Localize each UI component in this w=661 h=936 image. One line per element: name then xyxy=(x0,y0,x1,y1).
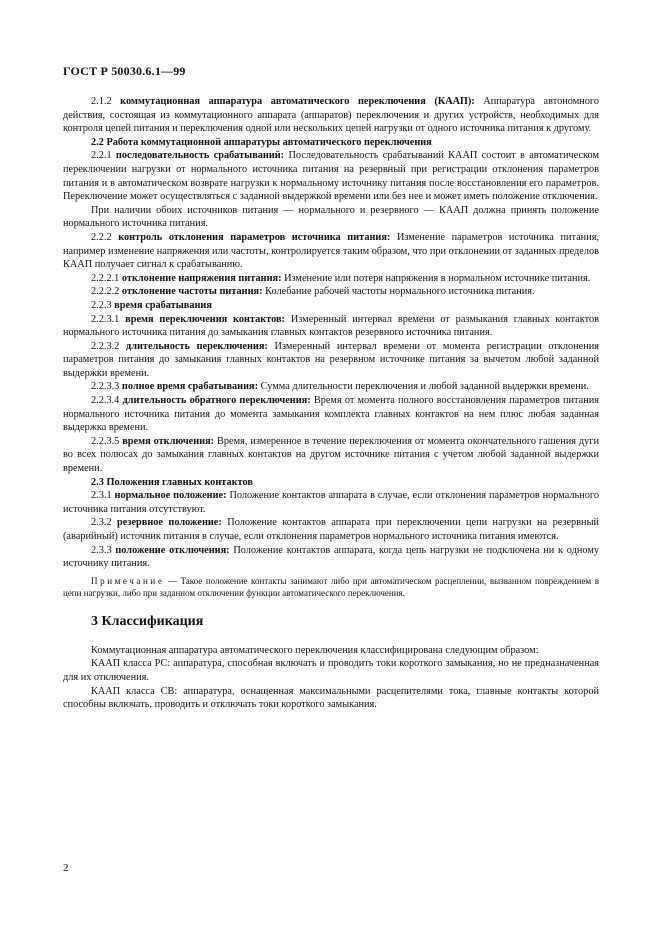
definition-text: Время, измеренное в течение переключения от момента окончательного гашения дуги во всех полюсах до замыкания главных контактов на другом источнике питания с учетом любой заданной выдержки времени. xyxy=(63,435,599,475)
term: длительность переключения: xyxy=(126,340,268,352)
definition-text: Сумма длительности переключения и любой заданной выдержки времени. xyxy=(258,381,589,393)
term: время отключения: xyxy=(122,435,215,447)
clause-number: 2.2.3.2 xyxy=(91,340,120,352)
term: отклонение напряжения питания: xyxy=(121,272,282,284)
term: нормальное положение: xyxy=(114,490,227,502)
subsection-heading-2-2: 2.2 Работа коммутационной аппаратуры автоматического переключения xyxy=(91,136,432,148)
definition-text: Положение контактов аппарата при переключении цепи нагрузки на резервный (аварийный) источник питания в случае, если отклонения параметров нормального источника питания имеются. xyxy=(63,517,599,542)
classification-class-pc: КААП класса РС: аппаратура, способная включать и проводить токи короткого замыкания, но не предназначенная для их отключения. xyxy=(63,658,599,683)
note xyxy=(63,575,599,599)
term: коммутационная аппаратура автоматического переключения (КААП): xyxy=(120,96,475,107)
clause-number: 2.2.2.1 xyxy=(91,272,120,284)
definition-text: Аппаратура автономного действия, состоящая из коммутационного аппарата (аппаратов) переключения и других устройств, необходимых для контроля цепей питания и переключения одной или нескольких цепей нагрузки от одного источника питания к другому. xyxy=(63,96,599,135)
section-title-classification: 3 Классификация xyxy=(91,613,204,629)
definition-text: Измеренный интервал времени от размыкания главных контактов нормального источника питания до замыкания главных контактов резервного источника питания. xyxy=(63,313,599,339)
clause-number: 2.2.1 xyxy=(91,150,112,162)
clause-number: 2.3.1 xyxy=(91,490,112,502)
paragraph-2-2-2-2 xyxy=(63,285,599,299)
paragraph-2-3-2 xyxy=(63,516,599,543)
classification-class-cb: КААП класса СВ: аппаратура, оснащенная максимальными расцепителями тока, главные контакты которой способны включать, проводить и отключать токи короткого замыкания. xyxy=(63,685,599,711)
clause-number: 2.3.3 xyxy=(91,544,112,556)
clause-number: 2.2.3 xyxy=(91,299,112,311)
subsection-heading-2-3: 2.3 Положения главных контактов xyxy=(91,476,253,488)
term: длительность обратного переключения: xyxy=(122,395,311,407)
term: последовательность срабатываний: xyxy=(115,150,285,162)
definition-text: Измеренный интервал времени от момента регистрации отклонения параметров питания до замыкания главных контактов на резервном источнике питания за вычетом любой заданной выдержки времени. xyxy=(63,340,599,379)
body-text: При наличии обоих источников питания — нормального и резервного — КААП должна принять положение нормального источника питания. xyxy=(63,204,599,230)
paragraph-2-2-3-2 xyxy=(63,340,599,381)
paragraph-2-2-1 xyxy=(63,149,599,203)
paragraph-2-2-3-3 xyxy=(63,380,599,394)
clause-number: 2.1.2 xyxy=(91,96,112,107)
note-text: — Такое положение контакты занимают либо при автоматическом расцеплении, вызванном повреждением в цепи нагрузки, либо при заданном отключении функции автоматического переключения. xyxy=(63,575,599,598)
note-label: Примечание xyxy=(91,575,165,586)
term: резервное положение: xyxy=(117,517,222,529)
definition-text: Время от момента полного восстановления параметров питания нормального источника питания до момента замыкания комплекта главных контактов на нем плюс любая заданная выдержка времени. xyxy=(63,395,599,434)
term: положение отключения: xyxy=(115,544,230,556)
paragraph-note-both-sources xyxy=(63,204,599,231)
paragraph-2-3-3 xyxy=(63,544,599,571)
term: контроль отклонения параметров источника питания: xyxy=(118,231,391,243)
clause-number: 2.2.3.5 xyxy=(91,435,120,447)
clause-number: 2.2.2.2 xyxy=(91,286,120,298)
term: полное время срабатывания: xyxy=(121,381,259,393)
definition-text: Изменение или потеря напряжения в нормальном источнике питания. xyxy=(281,272,591,284)
clause-number: 2.2.3.4 xyxy=(91,395,120,407)
clause-number: 2.3.2 xyxy=(91,517,112,529)
definition-text: Положение контактов аппарата в случае, если отклонения параметров нормального источника питания отсутствуют. xyxy=(63,490,599,515)
paragraph-2-1-2 xyxy=(63,95,599,136)
classification-intro: Коммутационная аппаратура автоматического переключения классифицирована следующим образом: xyxy=(91,644,539,656)
paragraph-2-2-2 xyxy=(63,231,599,272)
definition-text: Изменение параметров источника питания, например изменение напряжения или частоты, контролируется таким образом, что при отклонении от заданных пределов КААП получает сигнал к срабатыванию. xyxy=(63,231,600,271)
definition-text: Колебание рабочей частоты нормального источника питания. xyxy=(262,286,535,298)
term: время переключения контактов: xyxy=(125,313,285,325)
paragraph-2-2-2-1 xyxy=(63,272,599,286)
clause-number: 2.2.3.3 xyxy=(91,381,120,393)
clause-number: 2.2.3.1 xyxy=(91,313,120,325)
definition-text: Положение контактов аппарата, когда цепь нагрузки не подключена ни к одному источнику питания. xyxy=(63,544,600,570)
term: отклонение частоты питания: xyxy=(121,286,263,298)
definition-text: Последовательность срабатываний КААП состоит в автоматическом переключении нагрузки от нормального источника питания на резервный при регистрации отклонения параметров питания и в автоматическом возврате нагрузки к нормальному источнику питания после восстановления его параметров. Переключение может осуществляться с заданной выдержкой времени или без нее и может иметь положение отключения. xyxy=(63,150,600,203)
paragraph-2-2-3 xyxy=(63,299,599,313)
document-body xyxy=(63,95,599,712)
paragraph-2-2-3-4 xyxy=(63,394,599,435)
paragraph-2-3-1 xyxy=(63,489,599,516)
clause-number: 2.2.2 xyxy=(91,231,112,243)
term: время срабатывания xyxy=(114,299,212,311)
document-code-header: ГОСТ Р 50030.6.1—99 xyxy=(63,64,186,78)
paragraph-2-2-3-1 xyxy=(63,313,599,340)
page-number: 2 xyxy=(63,862,69,874)
paragraph-2-2-3-5 xyxy=(63,435,599,476)
